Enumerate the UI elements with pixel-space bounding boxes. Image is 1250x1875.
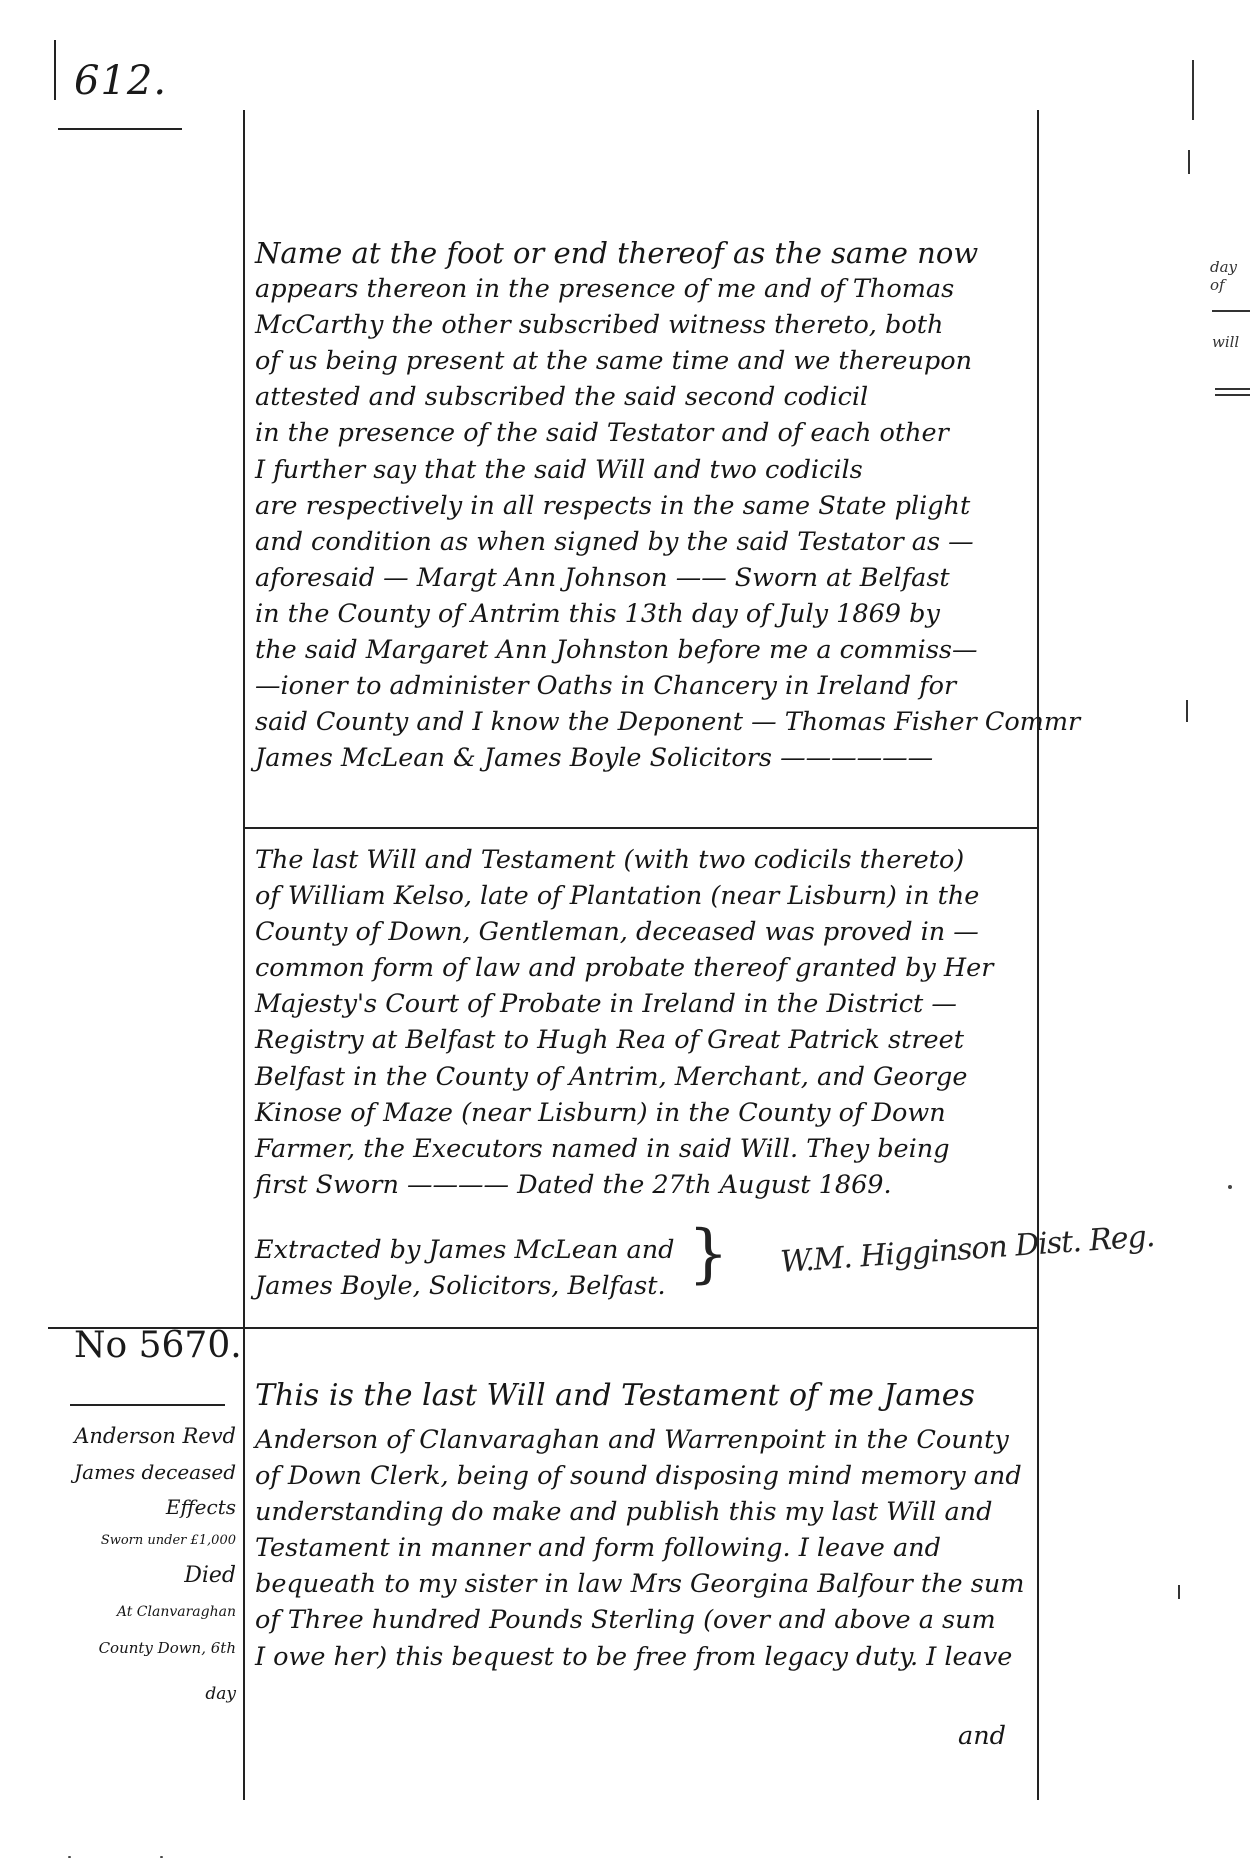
column-rule-left (243, 110, 245, 1800)
text-line: Registry at Belfast to Hugh Rea of Great Patrick street (255, 1025, 964, 1056)
catchword: and (958, 1721, 1006, 1751)
text-line: first Sworn ———— Dated the 27th August 1869. (255, 1169, 892, 1200)
right-margin-mark (1215, 394, 1250, 396)
text-line: of Down Clerk, being of sound disposing mind memory and (255, 1461, 1022, 1492)
text-line: This is the last Will and Testament of me James (255, 1378, 975, 1413)
text-line: County of Down, Gentleman, deceased was proved in — (255, 917, 979, 948)
text-line: McCarthy the other subscribed witness thereto, both (255, 310, 944, 341)
text-line: common form of law and probate thereof granted by Her (255, 953, 994, 984)
margin-note: Died (184, 1563, 236, 1588)
text-line: Extracted by James McLean and (255, 1235, 675, 1265)
registrar-signature: W.M. Higginson Dist. Reg. (779, 1218, 1156, 1281)
speck (160, 1856, 163, 1858)
entry-number-rule (70, 1404, 225, 1406)
right-margin-mark (1212, 310, 1250, 312)
text-line: said County and I know the Deponent — Thomas Fisher Commr (255, 707, 1081, 738)
right-margin-mark (1215, 388, 1250, 390)
right-margin-mark (1186, 700, 1188, 722)
page-number: 612. (74, 58, 168, 104)
speck (68, 1856, 71, 1858)
text-line: of us being present at the same time and we thereupon (255, 346, 973, 377)
margin-note: County Down, 6th (98, 1639, 236, 1657)
margin-note: James deceased (74, 1460, 236, 1484)
speck (1228, 1185, 1232, 1189)
text-line: The last Will and Testament (with two codicils thereto) (255, 845, 965, 875)
text-line: James Boyle, Solicitors, Belfast. (255, 1271, 666, 1302)
extracted-by (255, 1232, 695, 1304)
text-line: appears thereon in the presence of me and of Thomas (255, 274, 955, 305)
text-line: Anderson of Clanvaraghan and Warrenpoint in the County (255, 1425, 1009, 1455)
margin-note: Anderson Revd (74, 1424, 236, 1448)
text-line: I owe her) this bequest to be free from legacy duty. I leave (255, 1641, 1013, 1672)
text-line: understanding do make and publish this my last Will and (255, 1497, 993, 1528)
text-line: Testament in manner and form following. I leave and (255, 1533, 941, 1564)
text-line: in the presence of the said Testator and of each other (255, 418, 949, 449)
will-text (255, 1378, 1045, 1675)
entry-number: No 5670. (74, 1325, 242, 1366)
page-number-rule (58, 128, 182, 130)
right-margin-note: day of (1210, 258, 1238, 294)
right-margin-note: will (1212, 333, 1240, 351)
text-line: and condition as when signed by the said Testator as — (255, 526, 974, 557)
text-line: in the County of Antrim this 13th day of July 1869 by (255, 598, 940, 629)
right-margin-mark (1178, 1585, 1180, 1599)
section-divider-1 (243, 827, 1038, 829)
text-line: aforesaid — Margt Ann Johnson —— Sworn at Belfast (255, 562, 950, 593)
text-line: Kinose of Maze (near Lisburn) in the County of Down (255, 1097, 946, 1128)
text-line: of Three hundred Pounds Sterling (over and above a sum (255, 1605, 996, 1636)
margin-note: Sworn under £1,000 (100, 1533, 236, 1548)
margin-notes (40, 1418, 236, 1722)
affidavit-text (255, 235, 1081, 776)
text-line: the said Margaret Ann Johnston before me a commiss— (255, 635, 978, 666)
text-line: Name at the foot or end thereof as the same now (255, 236, 979, 270)
right-margin-mark (1192, 60, 1194, 120)
text-line: bequeath to my sister in law Mrs Georgina Balfour the sum (255, 1569, 1025, 1600)
text-line: attested and subscribed the said second codicil (255, 382, 869, 413)
probate-text (255, 842, 1045, 1203)
text-line: Farmer, the Executors named in said Will. They being (255, 1133, 950, 1164)
text-line: Belfast in the County of Antrim, Merchant, and George (255, 1061, 968, 1092)
margin-note: At Clanvaraghan (116, 1604, 236, 1620)
text-line: of William Kelso, late of Plantation (near Lisburn) in the (255, 881, 980, 912)
text-line: —ioner to administer Oaths in Chancery in Ireland for (255, 671, 957, 702)
brace-mark: } (688, 1217, 729, 1291)
margin-note: day (205, 1684, 236, 1704)
margin-note: Effects (165, 1495, 236, 1519)
left-margin-rule (54, 40, 56, 100)
text-line: Majesty's Court of Probate in Ireland in the District — (255, 989, 957, 1020)
text-line: James McLean & James Boyle Solicitors —————— (255, 743, 934, 774)
text-line: are respectively in all respects in the same State plight (255, 490, 971, 521)
right-margin-mark (1188, 150, 1190, 174)
text-line: I further say that the said Will and two codicils (255, 454, 863, 485)
